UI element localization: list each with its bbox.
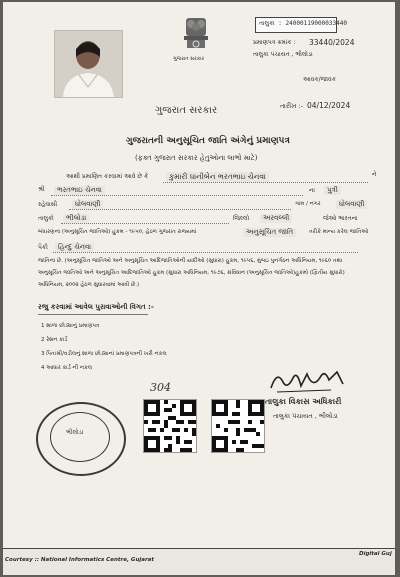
applicant-name: કુમારી ધાનીબેન ભરતભાઇ ચેનવા — [166, 172, 269, 182]
father-name: ભરતભાઇ ચેનવા — [54, 186, 105, 195]
proof-item: 2 રેશન કાર્ડ — [41, 337, 68, 343]
certificate-number-label: પ્રમાણપત્ર ક્રમાંક : — [253, 39, 296, 46]
office-line: તાલુકા પંચાયત , ભીલોડા — [253, 51, 313, 58]
main-title: ગુજરાત સરકાર — [155, 105, 218, 116]
name-underline — [163, 182, 368, 183]
footer-digital: Digital Guj — [359, 551, 392, 557]
signatory-office: તાલુકા પંચાયત , ભીલોડા — [273, 412, 338, 420]
proof-item: 4 આધાર કાર્ડ ની નકલ — [41, 365, 93, 371]
district-value: અરવલ્લી — [260, 214, 292, 223]
district-label: જિલ્લો — [233, 215, 250, 222]
certificate-number-value: 33440/2024 — [309, 38, 355, 47]
taluka-label: તાલુકો — [38, 215, 54, 222]
qr-code-icon — [211, 399, 265, 453]
certificate-badge-text: તાલુકા : 24000119000033440 — [259, 20, 347, 27]
outward-label: આવક/જાવક — [303, 76, 337, 83]
legal-para-2: અનુસૂચિત જાતિઓ અને અનુસૂચિત આદિજાતિઓ હુકમ (સુધારા અધિનિયમ, ૧૯૭૬, સંવિધાન (અનુસૂચિત જાતિઓ)હુકમો (દ્વિતીય સુધારો) — [38, 270, 345, 276]
office-seal-inner-ring — [50, 412, 110, 462]
proofs-heading-underline — [38, 314, 148, 315]
proofs-heading: રજુ કરવામાં આવેલ પુરાવાઓની વિગત :- — [38, 303, 154, 311]
caste-category: અનુસૂચિત જાતિ — [243, 228, 296, 237]
taluka-underline — [61, 223, 229, 224]
certify-label: આથી પ્રમાણિત કરવામાં આવે છે કે — [66, 173, 149, 180]
line4-tail: જેઓ ભારતના — [323, 215, 358, 222]
proof-item: 3 પિતાશ્રી/વડીલનું શાળા છોડ્યાનાં પ્રમાણપત્રની ખરી નકલ — [41, 351, 167, 357]
residence-label: રહેવાસી — [38, 201, 58, 208]
certificate-page — [3, 2, 395, 575]
village-name: ધોલવાણી — [336, 200, 367, 209]
certificate-title: ગુજરાતની અનુસૂચિત જાતિ અંગેનું પ્રમાણપત્ર — [126, 136, 290, 146]
emblem-caption: ગુજરાત સરકાર — [173, 56, 205, 62]
caste-name: હિન્દુ ચેનવા — [55, 243, 94, 252]
handwritten-number: 304 — [150, 381, 171, 394]
proof-item: 1 શાળા છોડ્યાનું પ્રમાણપત્ર — [41, 323, 100, 329]
officer-signature — [267, 364, 347, 396]
line2-mid: ના — [309, 187, 315, 194]
certificate-note: (ફક્ત ગુજરાત સરકાર હેતુઓના લાભો માટે) — [135, 154, 258, 162]
footer-bar — [3, 548, 395, 575]
residence-underline — [69, 209, 291, 210]
certificate-number-badge — [255, 17, 347, 33]
footer-courtesy: Courtesy :: National Informatics Centre, Gujarat — [5, 557, 155, 563]
line2-prefix: શ્રી — [38, 186, 45, 193]
date-label: તારીખ :- — [280, 102, 304, 110]
qr-code-icon — [143, 399, 197, 453]
relation: પુત્રી — [324, 186, 341, 195]
line5-tail: તરીકે માન્ય કરેલ જાતિઓ — [309, 229, 369, 235]
signatory-title: તાલુકા વિકાસ અધિકારી — [265, 397, 342, 406]
state-emblem-icon — [177, 16, 215, 56]
legal-para-1: જાતિના છે. (અનુસૂચિત જાતિઓ અને અનુસૂચિત આદિજાતિઓની યાદીઓ (સુધારા) હુકમ, ૧૯૫૬, મુંબઇ પુનર્ગઠન અધિનિયમ, ૧૯૬૦ તથા — [38, 258, 343, 264]
village-town-label: ગામ / નગર — [295, 201, 321, 207]
applicant-photo — [54, 30, 123, 98]
legal-para-3: અધિનિયમ, ૨૦૦૨ હેઠળ સુધારવામાં આવી છે.) — [38, 282, 140, 288]
father-underline — [51, 195, 303, 196]
taluka-value: ભીલોડા — [63, 214, 89, 223]
seal-text: ભીલોડા — [66, 429, 84, 436]
line6-prefix: પૈકી — [38, 244, 48, 251]
constitution-text: બંધારણના (અનુસૂચિત જાતિઓ) હુકમ - ૧૯૫૦, હેઠળ ગુજરાત રાજ્યમાં — [38, 229, 197, 235]
residence-village: ધોલવાણી — [72, 200, 103, 209]
caste-underline — [53, 252, 358, 253]
line1-end-mark: ને — [372, 171, 377, 178]
date-value: 04/12/2024 — [307, 101, 351, 110]
